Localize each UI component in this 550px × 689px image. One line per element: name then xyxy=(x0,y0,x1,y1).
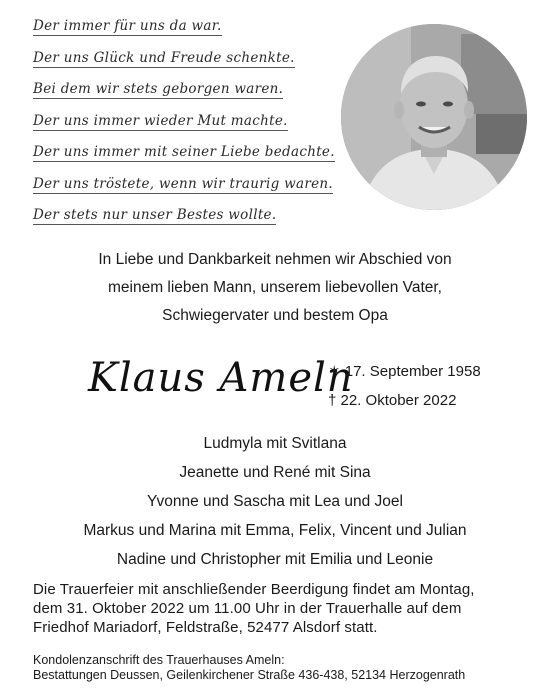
deceased-name: Klaus Ameln xyxy=(88,355,354,401)
intro-line: meinem lieben Mann, unserem liebevollen Vater, xyxy=(107,279,442,296)
birth-date: ✶ 17. September 1958 xyxy=(328,363,481,380)
condolence-address xyxy=(33,653,533,683)
mourner-line: Yvonne und Sascha mit Lea und Joel xyxy=(147,493,403,510)
poem-line: Der stets nur unser Bestes wollte. xyxy=(33,207,277,223)
poem-line: Der uns tröstete, wenn wir traurig waren. xyxy=(33,175,334,192)
funeral-notice xyxy=(33,580,523,637)
portrait-photo xyxy=(341,24,527,210)
funeral-line: Friedhof Mariadorf, Feldstraße, 52477 Alsdorf statt. xyxy=(33,619,378,636)
address-line: Bestattungen Deussen, Geilenkirchener Straße 436-438, 52134 Herzogenrath xyxy=(33,668,466,682)
poem-line: Der uns immer wieder Mut machte. xyxy=(33,112,288,129)
funeral-line: Die Trauerfeier mit anschließender Beerdigung findet am Montag, xyxy=(33,581,475,598)
intro-text xyxy=(0,246,550,330)
mourner-line: Markus und Marina mit Emma, Felix, Vincent und Julian xyxy=(83,522,467,539)
mourner-line: Ludmyla mit Svitlana xyxy=(203,435,347,452)
life-dates xyxy=(328,357,481,415)
poem-line: Der uns immer mit seiner Liebe bedachte. xyxy=(33,144,335,160)
poem-line: Der uns Glück und Freude schenkte. xyxy=(33,49,295,66)
poem-line: Der immer für uns da war. xyxy=(33,18,222,34)
death-date: † 22. Oktober 2022 xyxy=(328,392,457,409)
mourner-line: Jeanette und René mit Sina xyxy=(179,464,371,481)
mourner-line: Nadine und Christopher mit Emilia und Leonie xyxy=(116,551,434,568)
mourners-list xyxy=(0,429,550,574)
address-line: Kondolenzanschrift des Trauerhauses Ameln: xyxy=(33,653,285,667)
poem xyxy=(33,14,353,235)
intro-line: In Liebe und Dankbarkeit nehmen wir Abschied von xyxy=(98,251,452,268)
funeral-line: dem 31. Oktober 2022 um 11.00 Uhr in der Trauerhalle auf dem xyxy=(33,600,462,617)
poem-line: Bei dem wir stets geborgen waren. xyxy=(33,81,284,97)
portrait-illustration xyxy=(341,24,527,210)
intro-line: Schwiegervater und bestem Opa xyxy=(162,307,388,324)
